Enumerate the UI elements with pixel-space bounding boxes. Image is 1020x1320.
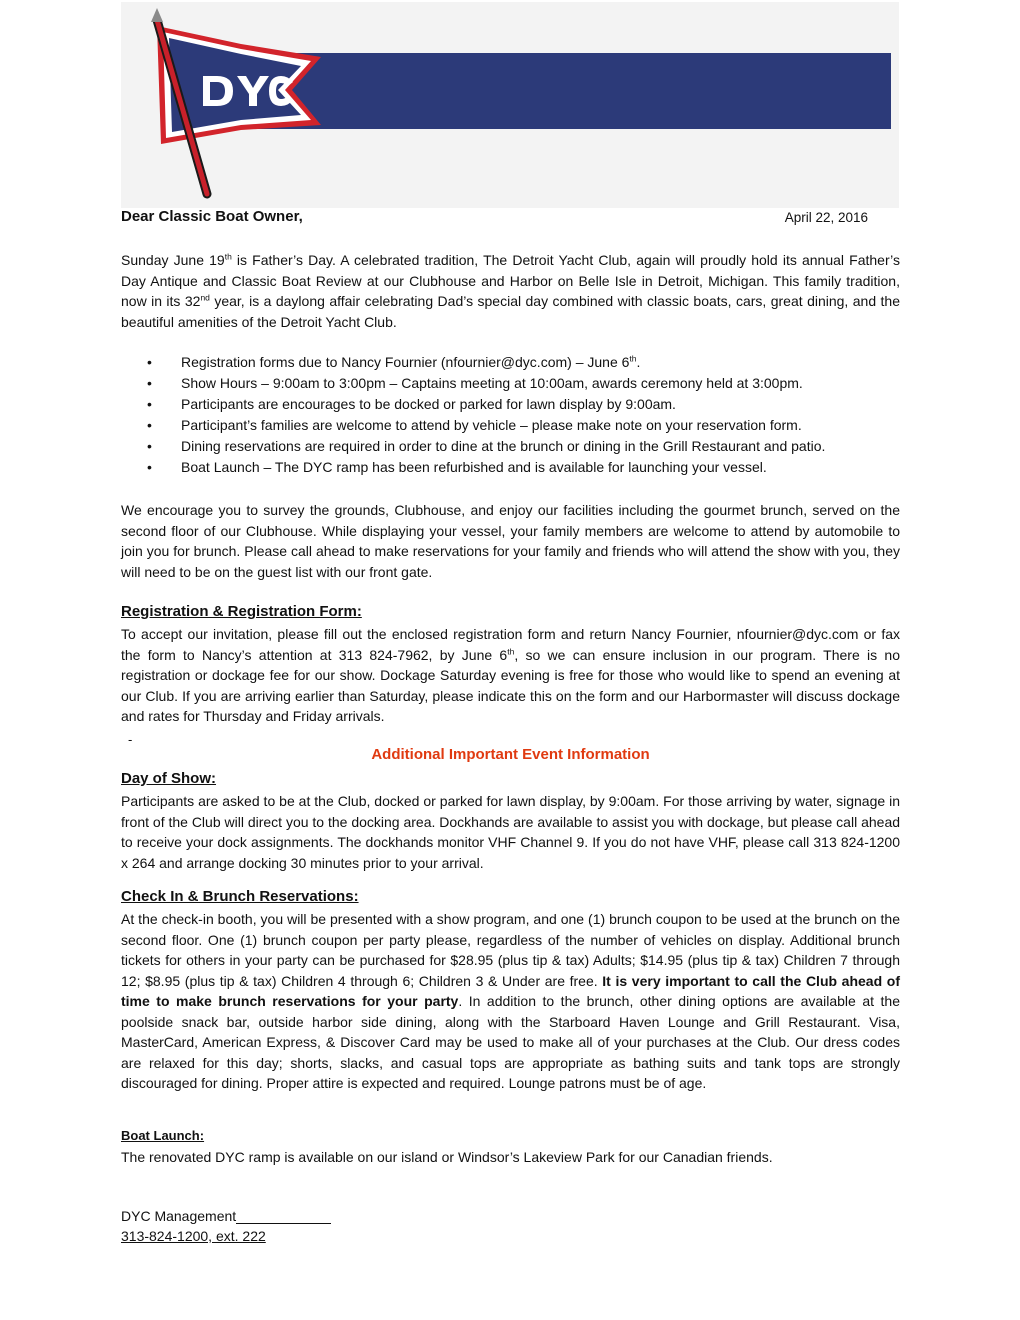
header-banner bbox=[121, 2, 899, 208]
list-item: • Registration forms due to Nancy Fournier (nfournier@dyc.com) – June 6th. bbox=[121, 352, 900, 373]
bullet-icon: • bbox=[147, 354, 152, 370]
day-of-show-paragraph: Participants are asked to be at the Club, docked or parked for lawn display, by 9:00am. For those arriving by water, signage in front of the Club will direct you to the docking area. Dockhands are available to assist you with dockage, but please call ahead to receive your dock assignments. The dockhands monitor VHF Channel 9. If you do not have VHF, please call 313 824-1200 x 264 and arrange docking 30 minutes prior to your arrival. bbox=[121, 793, 901, 871]
bullet-icon: • bbox=[147, 375, 152, 391]
bullet-icon: • bbox=[147, 459, 152, 475]
bullet-icon: • bbox=[147, 417, 152, 433]
signature-phone: 313-824-1200, ext. 222 bbox=[121, 1228, 266, 1244]
list-item: • Dining reservations are required in order to dine at the brunch or dining in the Grill Restaurant and patio. bbox=[121, 436, 900, 457]
signature-line bbox=[236, 1209, 331, 1224]
bullet-icon: • bbox=[147, 438, 152, 454]
separator-dash: - bbox=[128, 732, 133, 747]
event-bullet-list bbox=[121, 352, 900, 478]
additional-info-heading: Additional Important Event Information bbox=[371, 746, 650, 763]
bullet-icon: • bbox=[147, 396, 152, 412]
dyc-flag-logo bbox=[121, 2, 899, 208]
signature-name: DYC Management bbox=[121, 1208, 331, 1224]
list-item: • Show Hours – 9:00am to 3:00pm – Captains meeting at 10:00am, awards ceremony held at 3:00pm. bbox=[121, 373, 900, 394]
intro-paragraph: Sunday June 19th is Father’s Day. A celebrated tradition, The Detroit Yacht Club, again will proudly hold its annual Father’s Day Antique and Classic Boat Review at our Clubhouse and Harbor on Belle Isle in Detroit, Michigan. This family tradition, now in its 32nd year, is a daylong affair celebrating Dad’s special day combined with classic boats, cars, great dining, and the beautiful amenities of the Detroit Yacht Club. bbox=[121, 251, 900, 330]
salutation: Dear Classic Boat Owner, bbox=[121, 208, 303, 225]
list-item: • Boat Launch – The DYC ramp has been refurbished and is available for launching your vessel. bbox=[121, 457, 900, 478]
day-of-show-heading: Day of Show: bbox=[121, 770, 217, 787]
letter-date: April 22, 2016 bbox=[784, 210, 868, 225]
registration-paragraph: To accept our invitation, please fill out the enclosed registration form and return Nancy Fournier, nfournier@dyc.com or fax the form to Nancy’s attention at 313 824-7962, by June 6th, so we can ensure inclusion in our program. There is no registration or dockage fee for our show. Dockage Saturday evening is free for those who would like to spend an evening at our Club. If you are arriving earlier than Saturday, please indicate this on the form and our Harbormaster will discuss dockage and rates for Thursday and Friday arrivals. bbox=[121, 626, 900, 724]
list-item: • Participants are encourages to be docked or parked for lawn display by 9:00am. bbox=[121, 394, 900, 415]
list-item: • Participant’s families are welcome to attend by vehicle – please make note on your reservation form. bbox=[121, 415, 900, 436]
encourage-paragraph: We encourage you to survey the grounds, Clubhouse, and enjoy our facilities including the gourmet brunch, served on the second floor of our Clubhouse. While displaying your vessel, your family members are welcome to attend by automobile to join you for brunch. Please call ahead to make reservations for your family and friends who will attend the show with you, they will need to be on the guest list with our front gate. bbox=[121, 502, 900, 580]
check-in-heading: Check In & Brunch Reservations: bbox=[121, 888, 359, 905]
finial-icon bbox=[151, 8, 163, 22]
salutation-row bbox=[121, 208, 899, 230]
registration-heading: Registration & Registration Form: bbox=[121, 603, 362, 620]
boat-launch-heading: Boat Launch: bbox=[121, 1128, 205, 1143]
boat-launch-paragraph: The renovated DYC ramp is available on our island or Windsor’s Lakeview Park for our Canadian friends. bbox=[121, 1149, 773, 1165]
check-in-paragraph: At the check-in booth, you will be presented with a show program, and one (1) brunch coupon to be used at the brunch on the second floor. One (1) brunch coupon per party please, regardless of the number of vehicles on display. Additional brunch tickets for others in your party can be purchased for $28.95 (plus tip & tax) Adults; $14.95 (plus tip & tax) Children 7 through 12; $8.95 (plus tip & tax) Children 4 through 6; Children 3 & Under are free. It is very important to call the Club ahead of time to make brunch reservations for your party. In addition to the brunch, other dining options are available at the poolside snack bar, outside harbor side dining, along with the Starboard Haven Lounge and Grill Restaurant. Visa, MasterCard, American Express, & Discover Card may be used to make all of your purchases at the Club. Our dress codes are relaxed for this day; shorts, slacks, and casual tops are appropriate as bathing suits and tank tops are strongly discouraged for dining. Proper attire is expected and required. Lounge patrons must be of age. bbox=[121, 911, 901, 1091]
banner-bar bbox=[221, 53, 891, 129]
